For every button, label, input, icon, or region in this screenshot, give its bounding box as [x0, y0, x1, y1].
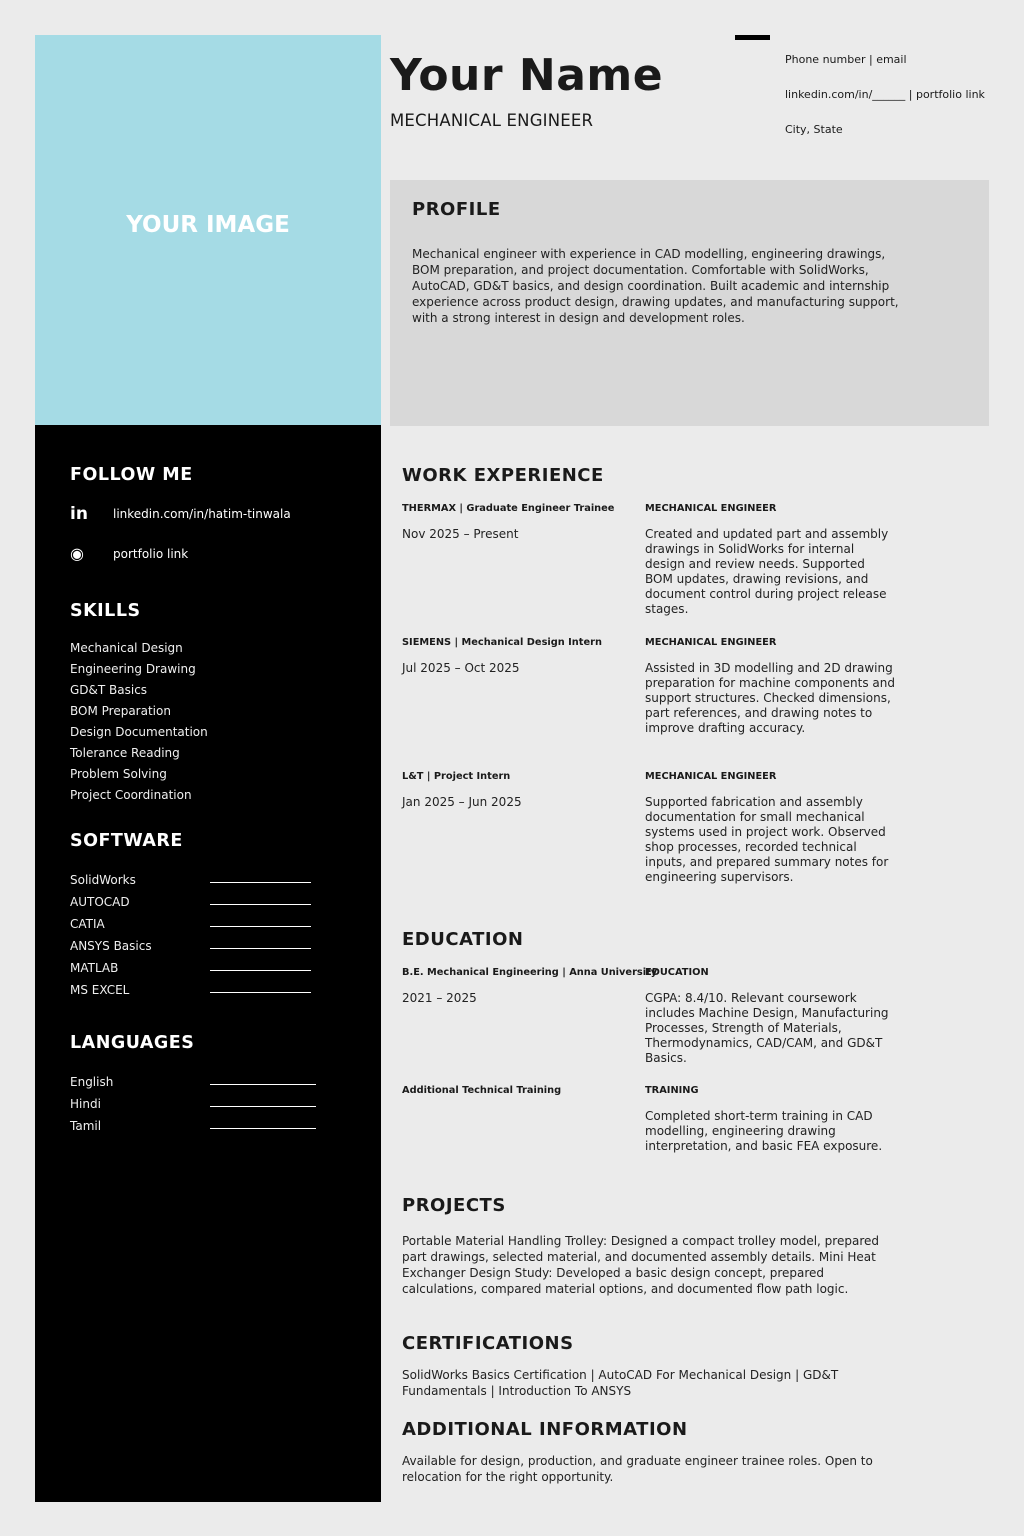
language-label: Tamil — [70, 1119, 102, 1133]
skill-item: Problem Solving — [70, 767, 167, 781]
skill-item: Mechanical Design — [70, 641, 183, 655]
education-description: Completed short-term training in CAD modelling, engineering drawing interpretation, and basic FEA exposure. — [645, 1109, 883, 1153]
proficiency-bar — [210, 1084, 316, 1085]
software-item — [70, 983, 370, 997]
education-org: B.E. Mechanical Engineering | Anna University — [402, 967, 658, 978]
contact-links: linkedin.com/in/______ | portfolio link — [785, 88, 985, 101]
education-heading: EDUCATION — [402, 929, 524, 950]
education-type: TRAINING — [645, 1085, 699, 1096]
skill-item: BOM Preparation — [70, 704, 171, 718]
certifications-text: SolidWorks Basics Certification | AutoCAD For Mechanical Design | GD&T Fundamentals | Introduction To ANSYS — [402, 1368, 839, 1398]
software-label: MATLAB — [70, 961, 119, 975]
work-role: MECHANICAL ENGINEER — [645, 637, 777, 648]
certifications-heading: CERTIFICATIONS — [402, 1333, 574, 1354]
follow-linkedin[interactable] — [70, 504, 291, 524]
projects-heading: PROJECTS — [402, 1195, 506, 1216]
skills-heading: SKILLS — [70, 601, 141, 621]
software-heading: SOFTWARE — [70, 831, 183, 851]
follow-heading: FOLLOW ME — [70, 465, 193, 485]
software-item — [70, 917, 370, 931]
candidate-name: Your Name — [390, 50, 664, 101]
software-label: CATIA — [70, 917, 105, 931]
language-label: Hindi — [70, 1097, 101, 1111]
languages-heading: LANGUAGES — [70, 1033, 195, 1053]
work-description: Supported fabrication and assembly documentation for small mechanical systems used in project work. Observed shop processes, recorded technical inputs, and prepared summary notes for engineering supervisors. — [645, 795, 889, 884]
accent-divider — [735, 35, 770, 40]
profile-image-placeholder — [35, 35, 381, 425]
work-role: MECHANICAL ENGINEER — [645, 503, 777, 514]
education-type: EDUCATION — [645, 967, 709, 978]
profile-section — [390, 180, 989, 426]
software-item — [70, 873, 370, 887]
language-item — [70, 1075, 370, 1089]
skill-item: Engineering Drawing — [70, 662, 196, 676]
linkedin-icon: in — [70, 504, 88, 524]
education-org: Additional Technical Training — [402, 1085, 562, 1096]
proficiency-bar — [210, 882, 311, 883]
linkedin-link[interactable]: linkedin.com/in/hatim-tinwala — [113, 507, 291, 521]
portfolio-link[interactable]: portfolio link — [113, 546, 189, 561]
software-item — [70, 895, 370, 909]
proficiency-bar — [210, 970, 311, 971]
sidebar — [35, 425, 381, 1502]
education-description: CGPA: 8.4/10. Relevant coursework includes Machine Design, Manufacturing Processes, Strength of Materials, Thermodynamics, CAD/CAM, and GD&T Basics. — [645, 991, 889, 1065]
software-item — [70, 961, 370, 975]
proficiency-bar — [210, 926, 311, 927]
software-label: MS EXCEL — [70, 983, 130, 997]
proficiency-bar — [210, 948, 311, 949]
profile-summary: Mechanical engineer with experience in CAD modelling, engineering drawings, BOM preparation, and project documentation. Comfortable with SolidWorks, AutoCAD, GD&T basics, and design coordination. Built academic and internship experience across product design, drawing updates, and manufacturing support, with a strong interest in design and development roles. — [412, 247, 899, 325]
software-label: SolidWorks — [70, 873, 136, 887]
work-org: L&T | Project Intern — [402, 771, 511, 782]
proficiency-bar — [210, 992, 311, 993]
proficiency-bar — [210, 904, 311, 905]
work-role: MECHANICAL ENGINEER — [645, 771, 777, 782]
additional-info-text: Available for design, production, and graduate engineer trainee roles. Open to relocation for the right opportunity. — [402, 1454, 873, 1484]
language-label: English — [70, 1075, 114, 1089]
skill-item: Tolerance Reading — [70, 746, 180, 760]
work-org: SIEMENS | Mechanical Design Intern — [402, 637, 602, 648]
work-date: Jan 2025 – Jun 2025 — [402, 795, 522, 809]
work-heading: WORK EXPERIENCE — [402, 465, 604, 486]
work-description: Assisted in 3D modelling and 2D drawing preparation for machine components and support structures. Checked dimensions, part references, and drawing notes to improve drafting accuracy. — [645, 661, 895, 735]
job-title: MECHANICAL ENGINEER — [390, 111, 594, 130]
software-label: AUTOCAD — [70, 895, 130, 909]
contact-phone-email: Phone number | email — [785, 53, 907, 66]
portfolio-globe-icon: ◉ — [70, 544, 84, 563]
additional-info-heading: ADDITIONAL INFORMATION — [402, 1419, 688, 1440]
proficiency-bar — [210, 1128, 316, 1129]
work-org: THERMAX | Graduate Engineer Trainee — [402, 503, 615, 514]
language-item — [70, 1119, 370, 1133]
profile-heading: PROFILE — [412, 199, 501, 220]
skill-item: Project Coordination — [70, 788, 192, 802]
skill-item: Design Documentation — [70, 725, 208, 739]
education-date: 2021 – 2025 — [402, 991, 477, 1005]
proficiency-bar — [210, 1106, 316, 1107]
image-placeholder-label: YOUR IMAGE — [126, 212, 290, 238]
software-label: ANSYS Basics — [70, 939, 152, 953]
software-item — [70, 939, 370, 953]
work-date: Nov 2025 – Present — [402, 527, 519, 541]
language-item — [70, 1097, 370, 1111]
work-date: Jul 2025 – Oct 2025 — [402, 661, 520, 675]
projects-text: Portable Material Handling Trolley: Designed a compact trolley model, prepared part drawings, selected material, and documented assembly details. Mini Heat Exchanger Design Study: Developed a basic design concept, prepared calculations, compared material options, and documented flow path logic. — [402, 1234, 879, 1296]
contact-location: City, State — [785, 123, 843, 136]
follow-portfolio[interactable] — [70, 544, 188, 563]
work-description: Created and updated part and assembly drawings in SolidWorks for internal design and review needs. Supported BOM updates, drawing revisions, and document control during project release stages. — [645, 527, 889, 616]
skill-item: GD&T Basics — [70, 683, 148, 697]
